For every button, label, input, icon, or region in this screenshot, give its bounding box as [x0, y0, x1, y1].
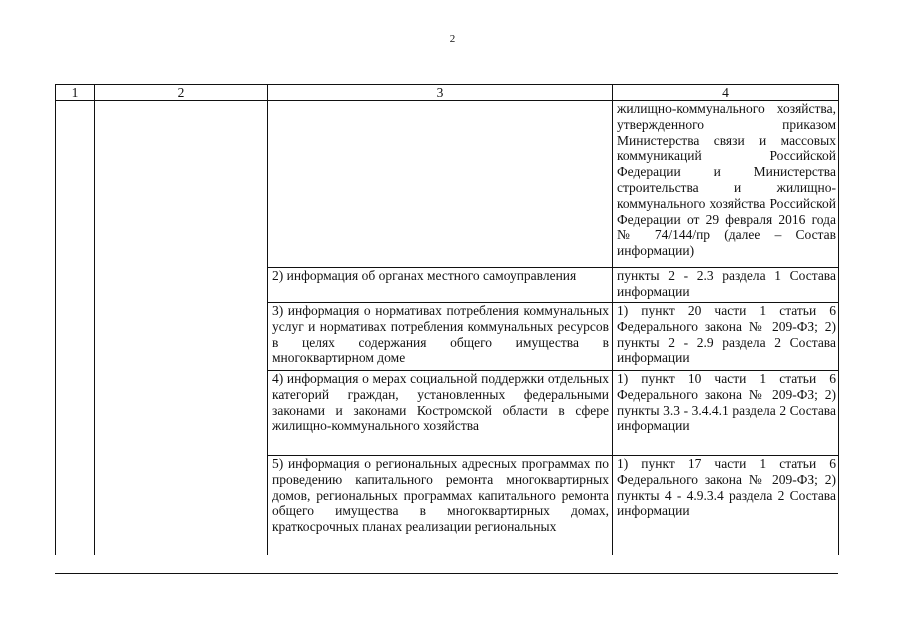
col3-cell: [268, 101, 613, 268]
col3-text: 3) информация о нормативах потребления коммунальных услуг и нормативах потребления коммунальных ресурсов в целях содержания общего имущества в многоквартирном доме: [272, 303, 609, 366]
col3-text: 4) информация о мерах социальной поддержки отдельных категорий граждан, установленных федеральными законами и законами Костромской области в сфере жилищно-коммунального хозяйства: [272, 371, 609, 434]
column-header-4: 4: [613, 85, 839, 101]
col4-cell: [613, 268, 839, 303]
table-header-row: [56, 85, 839, 101]
column-header-3: 3: [268, 85, 613, 101]
col4-cell: [613, 303, 839, 371]
col3-text: 2) информация об органах местного самоуправления: [272, 268, 577, 283]
col4-cell: [613, 371, 839, 456]
col4-cell: [613, 101, 839, 268]
col3-cell: [268, 371, 613, 456]
col3-cell: [268, 303, 613, 371]
regulation-table: [55, 84, 839, 555]
col4-cell: [613, 456, 839, 556]
col3-text: 5) информация о региональных адресных программах по проведению капитального ремонта многоквартирных домов, региональных программах капитального ремонта общего имущества в многоквартирных домах, краткосрочных планах реализации региональных: [272, 456, 609, 535]
col4-text: 1) пункт 10 части 1 статьи 6 Федерального закона № 209-ФЗ; 2) пункты 3.3 - 3.4.4.1 раздела 2 Состава информации: [617, 371, 836, 434]
col4-text: жилищно-коммунального хозяйства, утвержденного приказом Министерства связи и массовых коммуникаций Российской Федерации и Министерства строительства и жилищно-коммунального хозяйства Российской Федерации от 29 февраля 2016 года № 74/144/пр (далее – Состав информации): [617, 101, 836, 259]
col4-text: 1) пункт 17 части 1 статьи 6 Федерального закона № 209-ФЗ; 2) пункты 4 - 4.9.3.4 раздела 2 Состава информации: [617, 456, 836, 519]
col4-text: 1) пункт 20 части 1 статьи 6 Федерального закона № 209-ФЗ; 2) пункты 2 - 2.9 раздела 2 Состава информации: [617, 303, 836, 366]
col3-cell: [268, 456, 613, 556]
page-number: 2: [449, 33, 456, 45]
col1-cell: [56, 101, 95, 556]
col4-text: пункты 2 - 2.3 раздела 1 Состава информации: [617, 268, 836, 299]
table-bottom-border: [55, 573, 838, 574]
column-header-2: 2: [95, 85, 268, 101]
column-header-1: 1: [56, 85, 95, 101]
table-row: [56, 101, 839, 268]
col3-cell: [268, 268, 613, 303]
col2-cell: [95, 101, 268, 556]
